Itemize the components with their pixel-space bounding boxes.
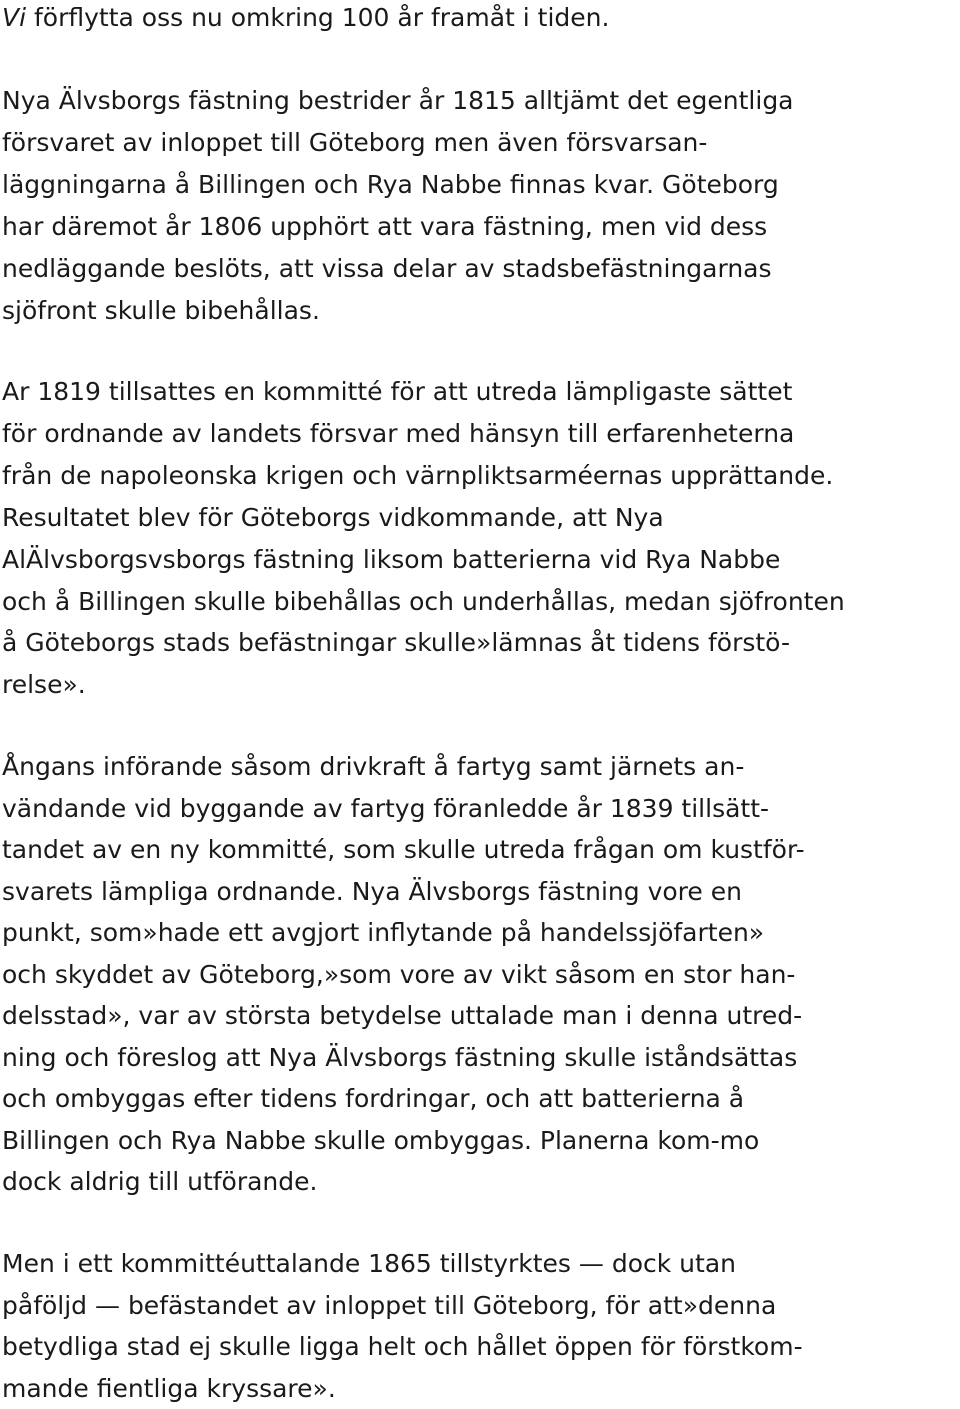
text-line: från de napoleonska krigen och värnpliktsarméernas upprättande. — [2, 461, 834, 490]
text-line: Ar 1819 tillsattes en kommitté för att utreda lämpligaste sättet — [2, 377, 793, 406]
text-line: och å Billingen skulle bibehållas och underhållas, medan sjöfronten — [2, 587, 845, 616]
text-line: sjöfront skulle bibehållas. — [2, 296, 320, 325]
text-line: Men i ett kommittéuttalande 1865 tillstyrktes — dock utan — [2, 1249, 736, 1278]
text-line: vändande vid byggande av fartyg föranledde år 1839 tillsätt- — [2, 794, 770, 823]
text-line: nedläggande beslöts, att vissa delar av stadsbefästningarnas — [2, 254, 772, 283]
text-line: Billingen och Rya Nabbe skulle ombyggas. Planerna kom-mo — [2, 1126, 760, 1155]
text-line: å Göteborgs stads befästningar skulle»lämnas åt tidens förstö- — [2, 628, 790, 657]
text-line: Resultatet blev för Göteborgs vidkommande, att Nya — [2, 503, 664, 532]
intro-line — [2, 3, 609, 33]
text-line: Ångans införande såsom drivkraft å fartyg samt järnets an- — [2, 752, 745, 781]
text-line: och ombyggas efter tidens fordringar, och att batterierna å — [2, 1084, 745, 1113]
text-line: och skyddet av Göteborg,»som vore av vikt såsom en stor han- — [2, 960, 796, 989]
text-line: ning och föreslog att Nya Älvsborgs fästning skulle iståndsättas — [2, 1043, 798, 1072]
text-line: påföljd — befästandet av inloppet till Göteborg, för att»denna — [2, 1291, 777, 1320]
text-line: betydliga stad ej skulle ligga helt och hållet öppen för förstkom- — [2, 1332, 803, 1361]
intro-text: förflytta oss nu omkring 100 år framåt i tiden. — [26, 3, 610, 32]
text-line: punkt, som»hade ett avgjort inflytande på handelssjöfarten» — [2, 918, 765, 947]
text-line: Nya Älvsborgs fästning bestrider år 1815 alltjämt det egentliga — [2, 86, 794, 115]
text-line: mande fientliga kryssare». — [2, 1374, 336, 1403]
text-line: delsstad», var av största betydelse uttalade man i denna utred- — [2, 1001, 803, 1030]
intro-italic-word: Vi — [2, 3, 27, 32]
text-line: för ordnande av landets försvar med hänsyn till erfarenheterna — [2, 419, 795, 448]
text-line: AlÄlvsborgsvsborgs fästning liksom batterierna vid Rya Nabbe — [2, 545, 781, 574]
text-line: dock aldrig till utförande. — [2, 1167, 318, 1196]
text-line: svarets lämpliga ordnande. Nya Älvsborgs fästning vore en — [2, 877, 742, 906]
text-line: läggningarna å Billingen och Rya Nabbe finnas kvar. Göteborg — [2, 170, 779, 199]
text-line: har däremot år 1806 upphört att vara fästning, men vid dess — [2, 212, 768, 241]
text-line: försvaret av inloppet till Göteborg men även försvarsan- — [2, 128, 708, 157]
text-line: tandet av en ny kommitté, som skulle utreda frågan om kustför- — [2, 835, 805, 864]
text-line: relse». — [2, 670, 86, 699]
